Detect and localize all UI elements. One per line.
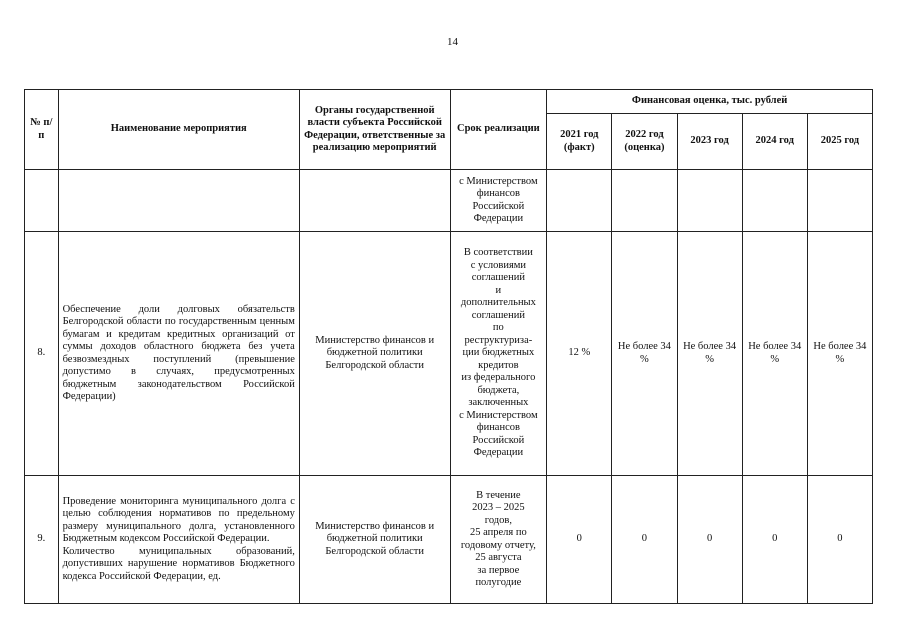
row-value: Не более 34 % <box>742 232 807 476</box>
page-number: 14 <box>447 36 458 48</box>
header-year-2021: 2021 год (факт) <box>547 114 612 170</box>
table-row <box>25 476 873 604</box>
row-value <box>807 170 872 232</box>
row-value: 0 <box>742 476 807 604</box>
row-org <box>299 170 450 232</box>
row-value: 0 <box>612 476 677 604</box>
row-value <box>677 170 742 232</box>
row-org: Министерство финансов и бюджетной политики Белгородской области <box>299 476 450 604</box>
header-name: Наименование мероприятия <box>58 90 299 170</box>
row-value: 0 <box>547 476 612 604</box>
header-year-2022: 2022 год (оценка) <box>612 114 677 170</box>
financial-table <box>24 89 873 604</box>
header-finance: Финансовая оценка, тыс. рублей <box>547 90 873 114</box>
row-value: Не более 34 % <box>612 232 677 476</box>
row-value <box>547 170 612 232</box>
row-num: 9. <box>25 476 59 604</box>
row-term: В соответствии с условиями соглашений и дополнительных соглашений по реструктуриза- ции бюджетных кредитов из федерального бюджета, заключенных с Министерством финансов Российской Федерации <box>450 232 547 476</box>
header-year-2024: 2024 год <box>742 114 807 170</box>
table-row <box>25 232 873 476</box>
row-value: Не более 34 % <box>807 232 872 476</box>
row-num: 8. <box>25 232 59 476</box>
row-org: Министерство финансов и бюджетной политики Белгородской области <box>299 232 450 476</box>
header-year-2025: 2025 год <box>807 114 872 170</box>
row-value <box>612 170 677 232</box>
header-org: Органы государственной власти субъекта Российской Федерации, ответственные за реализацию мероприятий <box>299 90 450 170</box>
header-num: № п/п <box>25 90 59 170</box>
row-value: 0 <box>807 476 872 604</box>
row-num <box>25 170 59 232</box>
row-value: 12 % <box>547 232 612 476</box>
table-row <box>25 170 873 232</box>
row-name: Обеспечение доли долговых обязательств Белгородской области по государственным ценным бумагам и кредитам кредитных организаций от суммы доходов областного бюджета без учета безвозмездных поступлений (превышение допустимо в случаях, предусмотренных бюджетным законодательством Российской Федерации) <box>58 232 299 476</box>
row-value: Не более 34 % <box>677 232 742 476</box>
row-value <box>742 170 807 232</box>
header-term: Срок реализации <box>450 90 547 170</box>
row-term: В течение 2023 – 2025 годов, 25 апреля по годовому отчету, 25 августа за первое полугодие <box>450 476 547 604</box>
row-value: 0 <box>677 476 742 604</box>
header-year-2023: 2023 год <box>677 114 742 170</box>
row-name <box>58 170 299 232</box>
row-term: с Министерством финансов Российской Федерации <box>450 170 547 232</box>
row-name: Проведение мониторинга муниципального долга с целью соблюдения нормативов по предельному размеру муниципального долга, установленного Бюджетным кодексом Российской Федерации. Количество муниципальных образований, допустивших нарушение нормативов Бюджетного кодекса Российской Федерации, ед. <box>58 476 299 604</box>
